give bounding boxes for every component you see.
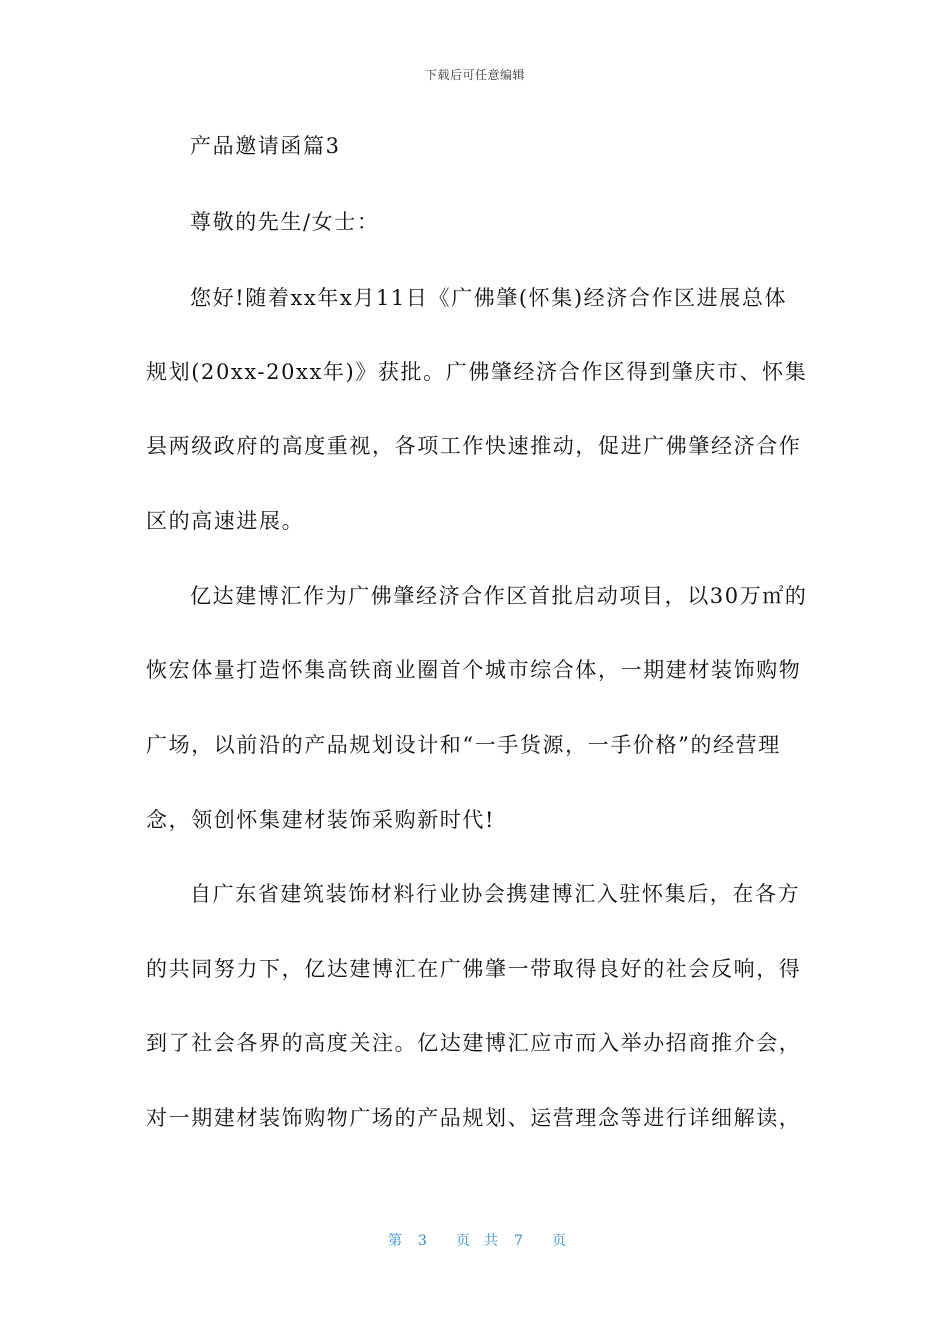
paragraph-line: 县两级政府的高度重视，各项工作快速推动，促进广佛肇经济合作 xyxy=(146,434,802,458)
paragraph-line: 您好!随着xx年x月11日《广佛肇(怀集)经济合作区进展总体 xyxy=(190,286,788,310)
paragraph-line: 念，领创怀集建材装饰采购新时代! xyxy=(146,808,496,832)
header-note: 下载后可任意编辑 xyxy=(424,68,525,82)
page-footer xyxy=(388,1230,566,1250)
paragraph-line: 到了社会各界的高度关注。亿达建博汇应市而入举办招商推介会， xyxy=(146,1031,802,1055)
footer-total-pages: 7 xyxy=(514,1233,523,1249)
paragraph-line: 自广东省建筑装饰材料行业协会携建博汇入驻怀集后，在各方 xyxy=(190,882,801,906)
paragraph-line: 亿达建博汇作为广佛肇经济合作区首批启动项目，以30万㎡的 xyxy=(190,584,808,608)
paragraph-line: 区的高速进展。 xyxy=(146,509,305,533)
paragraph-line: 恢宏体量打造怀集高铁商业圈首个城市综合体，一期建材装饰购物 xyxy=(146,658,802,682)
paragraph-line: 对一期建材装饰购物广场的产品规划、运营理念等进行详细解读， xyxy=(146,1106,802,1130)
paragraph-line: 广场，以前沿的产品规划设计和“一手货源，一手价格”的经营理 xyxy=(146,733,781,757)
footer-gong: 共 xyxy=(484,1233,498,1249)
document-title: 产品邀请函篇3 xyxy=(190,134,341,158)
footer-current-page: 3 xyxy=(418,1233,427,1249)
paragraph-line: 规划(20xx-20xx年)》获批。广佛肇经济合作区得到肇庆市、怀集 xyxy=(146,360,808,384)
salutation: 尊敬的先生/女士： xyxy=(190,210,380,234)
paragraph-line: 的共同努力下，亿达建博汇在广佛肇一带取得良好的社会反响，得 xyxy=(146,957,802,981)
footer-di: 第 xyxy=(388,1233,402,1249)
footer-ye: 页 xyxy=(456,1233,470,1249)
footer-ye-end: 页 xyxy=(552,1233,566,1249)
